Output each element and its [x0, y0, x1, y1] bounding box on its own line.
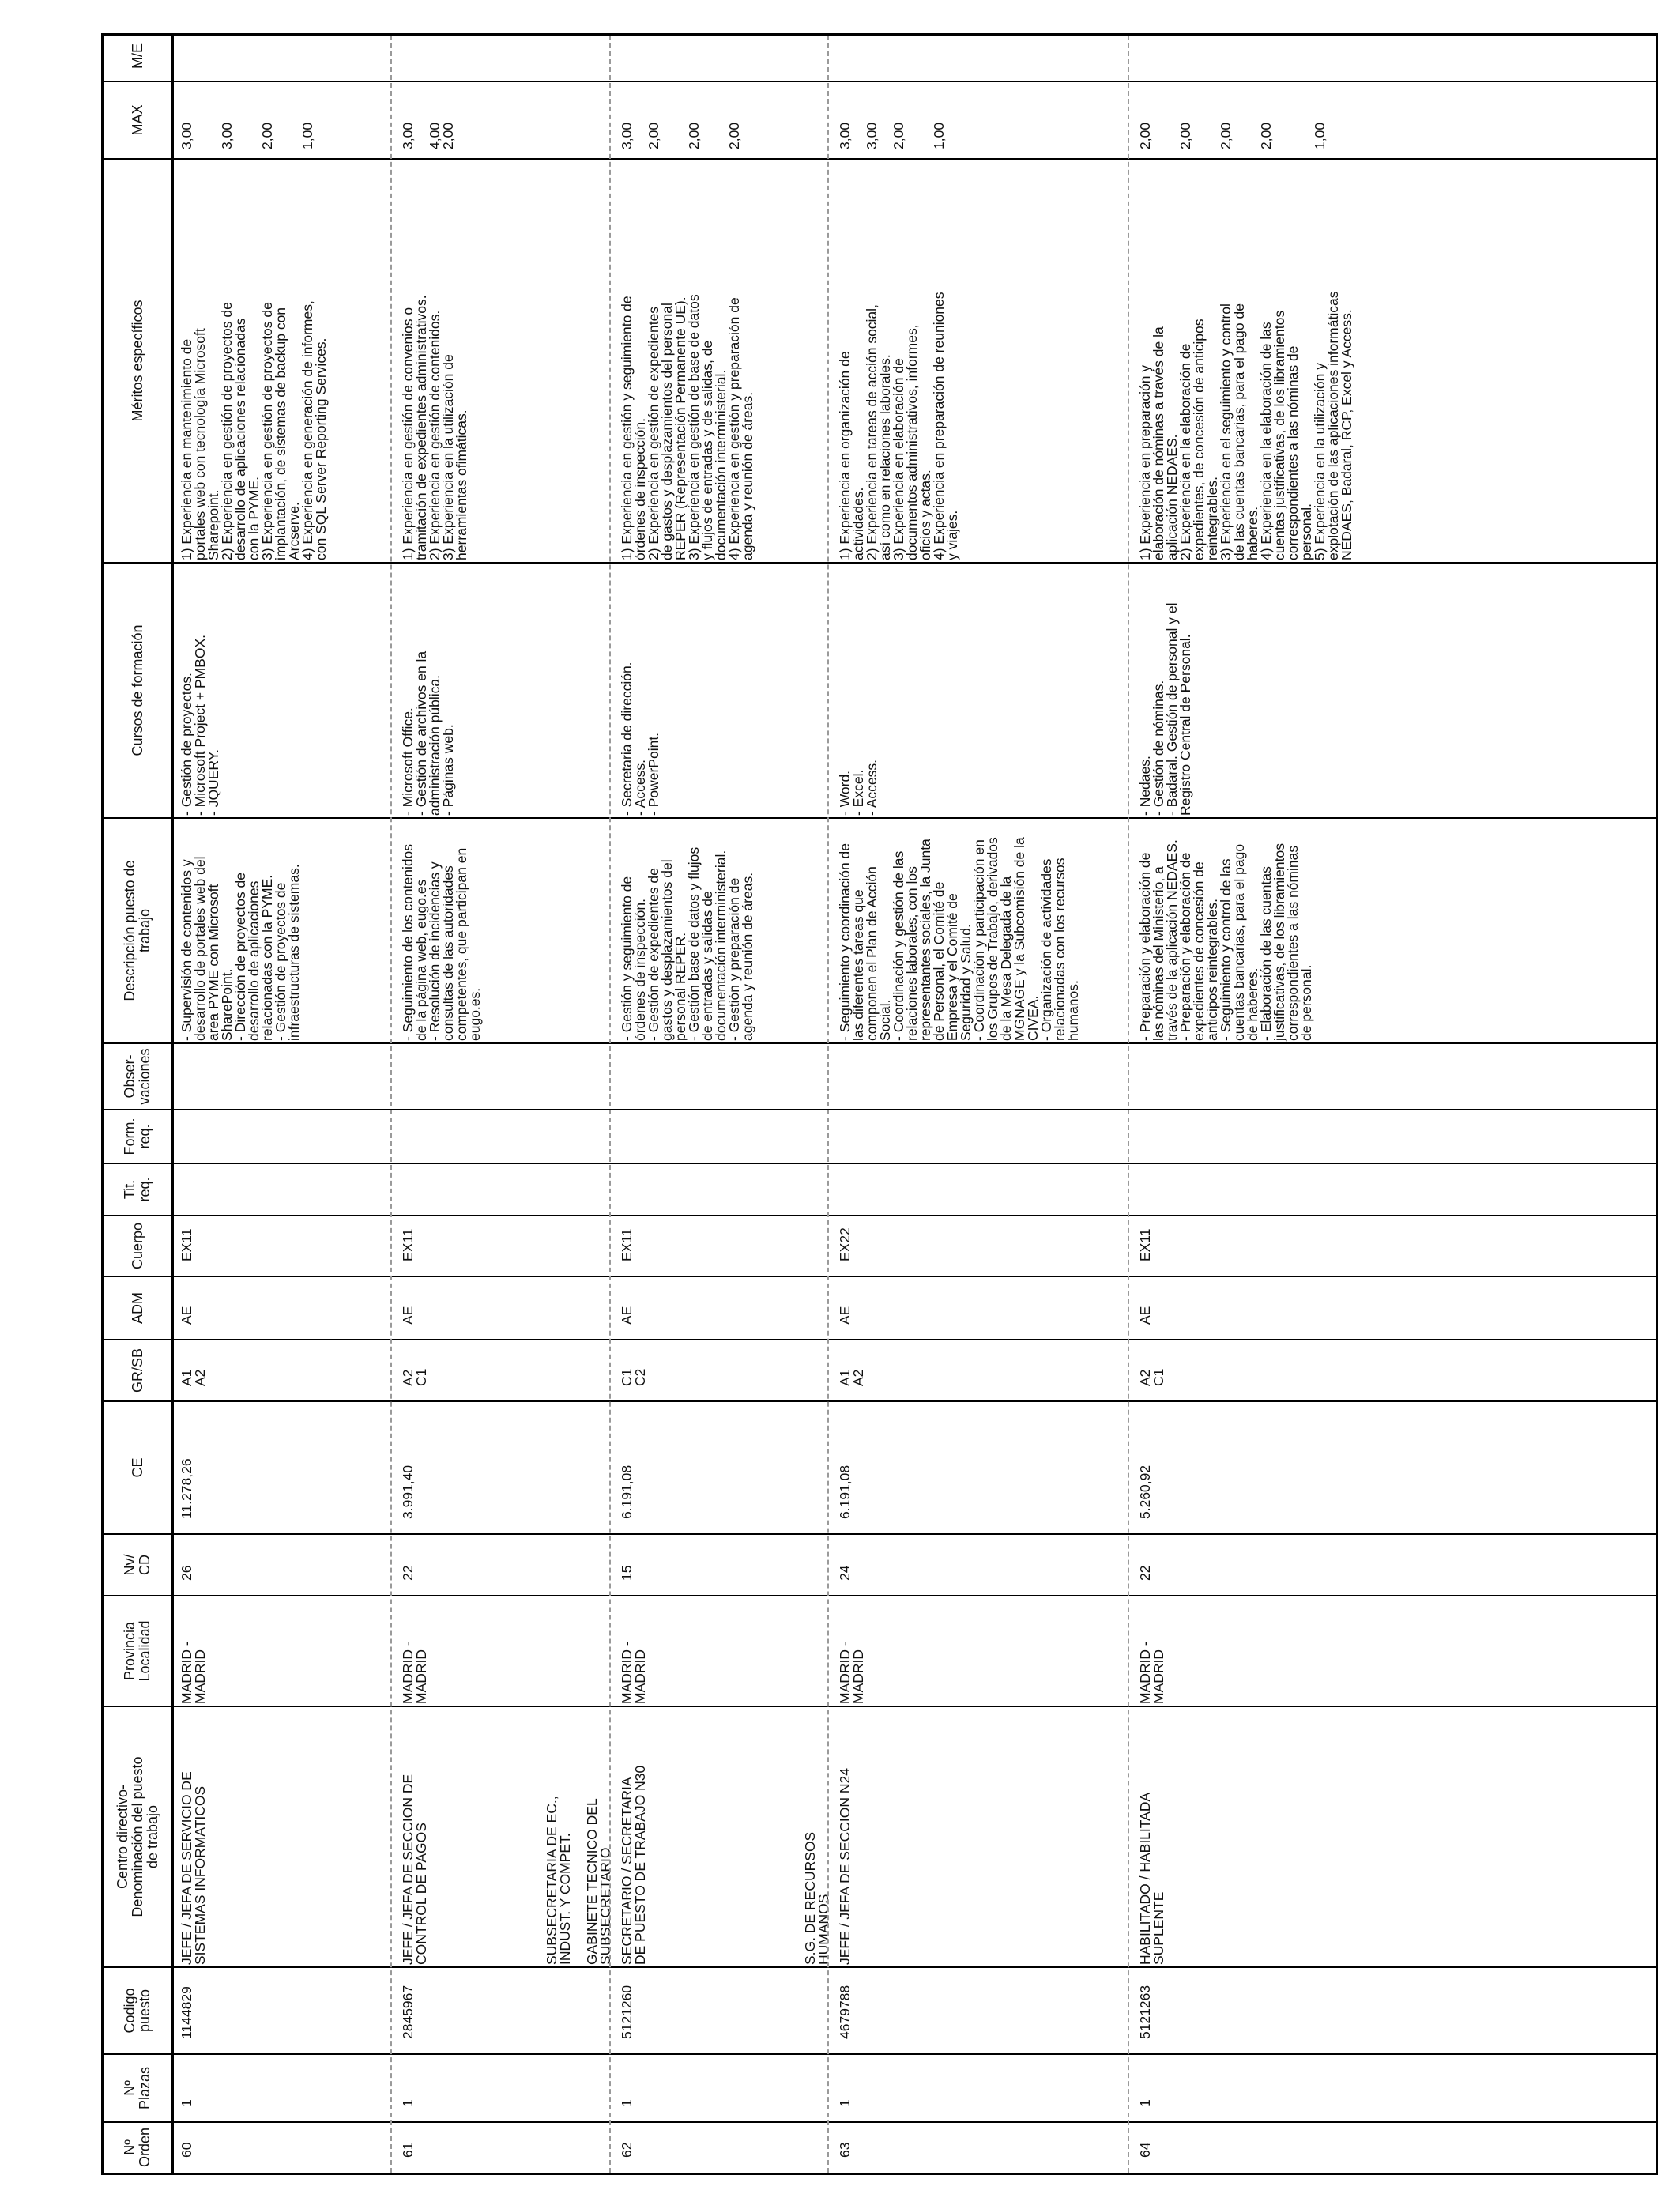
cell-orden: 62	[619, 2142, 635, 2158]
cell-cursos: - Gestión de proyectos. - Microsoft Project + PMBOX. - JQUERY.	[179, 634, 221, 816]
merito-item: 2) Experiencia en la elaboración de expedientes, de concesión de anticipos reintegrables.	[1177, 319, 1220, 560]
cell-cursos: - Word. - Excel. - Access.	[837, 760, 880, 816]
header-adm: ADM	[129, 1292, 145, 1324]
cell-adm: AE	[837, 1306, 853, 1325]
header-cursos: Cursos de formación	[129, 624, 145, 756]
column-divider	[104, 1109, 1656, 1110]
cell-centro: SECRETARIO / SECRETARIA DE PUESTO DE TRABAJO N30	[619, 1765, 648, 1965]
cell-cursos: - Microsoft Office. - Gestión de archivos en la administración pública. - Páginas web.	[400, 650, 456, 816]
cell-centro: JEFE / JEFA DE SECCION N24	[837, 1768, 853, 1965]
cell-plazas: 1	[400, 2099, 416, 2107]
cell-provincia: MADRID - MADRID	[837, 1641, 866, 1704]
merito-item: 3) Experiencia en elaboración de documentos administrativos, informes, oficios y actas.	[891, 324, 933, 560]
merito-max: 1,00	[299, 122, 315, 149]
merito-item: 2) Experiencia en tareas de acción social, así como en relaciones laborales.	[864, 304, 893, 560]
section-heading: S.G. DE RECURSOS HUMANOS	[802, 1831, 831, 1965]
cell-cuerpo: EX11	[1137, 1228, 1153, 1261]
merito-max: 2,00	[1137, 122, 1153, 149]
merito-item: 3) Experiencia en gestión de base de datos y flujos de entradas y de salidas, de documentación interministerial.	[686, 294, 729, 560]
column-divider	[104, 1533, 1656, 1535]
merito-item: 4) Experiencia en generación de informes, con SQL Server Reporting Services.	[299, 300, 329, 560]
cell-cuerpo: EX11	[619, 1228, 635, 1261]
cell-provincia: MADRID - MADRID	[179, 1641, 208, 1704]
cell-grupo: C1 C2	[619, 1368, 648, 1386]
cell-cuerpo: EX11	[179, 1228, 194, 1261]
cell-orden: 64	[1137, 2142, 1153, 2158]
cell-nivel: 26	[179, 1565, 194, 1581]
merito-max: 3,00	[619, 122, 635, 149]
column-divider	[104, 817, 1656, 819]
cell-ce: 6.191,08	[837, 1465, 853, 1519]
merito-item: 3) Experiencia en la utilización de herramientas ofimáticas.	[440, 354, 469, 560]
cell-ce: 11.278,26	[179, 1458, 194, 1519]
merito-item: 4) Experiencia en preparación de reuniones y viajes.	[931, 292, 960, 560]
merito-max: 3,00	[179, 122, 194, 149]
cell-provincia: MADRID - MADRID	[400, 1641, 429, 1704]
merito-item: 2) Experiencia en gestión de expedientes de gastos y desplazamientos del personal REPER (Representación Permanente UE).	[646, 296, 688, 560]
row-separator	[390, 36, 392, 2173]
cell-cuerpo: EX11	[400, 1228, 416, 1261]
cell-adm: AE	[400, 1306, 416, 1325]
column-divider	[104, 1042, 1656, 1044]
cell-codigo: 5121260	[619, 1985, 635, 2039]
cell-codigo: 2845967	[400, 1985, 416, 2039]
cell-provincia: MADRID - MADRID	[1137, 1641, 1166, 1704]
merito-max: 2,00	[1258, 122, 1274, 149]
merito-max: 2,00	[646, 122, 661, 149]
cell-cuerpo: EX22	[837, 1227, 853, 1261]
merito-max: 3,00	[400, 122, 416, 149]
cell-centro: JEFE / JEFA DE SERVICIO DE SISTEMAS INFORMATICOS	[179, 1771, 208, 1965]
merito-item: 2) Experiencia en gestión de proyectos de desarrollo de aplicaciones relacionadas con la PYME.	[219, 302, 262, 560]
merito-item: 1) Experiencia en preparación y elaboración de nóminas a través de la aplicación NEDAES.	[1137, 326, 1180, 560]
header-descripcion: Descripción puesto de trabajo	[122, 860, 153, 1001]
cell-orden: 63	[837, 2142, 853, 2158]
cell-centro: JEFE / JEFA DE SECCION DE CONTROL DE PAGOS	[400, 1774, 429, 1965]
header-grupo: GR/SB	[129, 1348, 145, 1393]
cell-descripcion: - Gestión y seguimiento de órdenes de inspección. - Gestión de expedientes de gastos y desplazamientos del personal REPER. - Gestión base de datos y flujos de entradas y salidas de documentación interministerial. - Gestión y preparación de agenda y reunión de áreas.	[619, 846, 755, 1041]
column-divider	[104, 1163, 1656, 1164]
cell-grupo: A1 A2	[837, 1369, 866, 1386]
merito-item: 1) Experiencia en organización de actividades.	[837, 351, 866, 560]
cell-ce: 5.260,92	[1137, 1465, 1153, 1519]
merito-max: 3,00	[864, 122, 880, 149]
cell-plazas: 1	[837, 2099, 853, 2107]
row-separator	[609, 36, 611, 2173]
cell-descripcion: - Supervisión de contenidos y desarrollo de portales web del area PYME con Microsoft SharePoint. - Dirección de proyectos de desarrollo de aplicaciones relacionadas con la PYME. - Gestión de proyectos de infraestructuras de sistemas.	[179, 856, 302, 1041]
merito-max: 2,00	[726, 122, 742, 149]
merito-item: 3) Experiencia en gestión de proyectos de implantación, de sistemas de backup con Arcserve.	[259, 302, 302, 560]
column-divider	[104, 1215, 1656, 1216]
cell-grupo: A2 C1	[1137, 1368, 1166, 1386]
merito-item: 5) Experiencia en la utilización y explotación de las aplicaciones informáticas NEDAES, Badaral, RCP, Excel y Access.	[1312, 291, 1354, 560]
header-plazas: Nº Plazas	[122, 2066, 153, 2110]
header-codigo: Codigo puesto	[122, 1988, 153, 2034]
header-obs: Obser- vaciones	[122, 1048, 153, 1105]
merito-item: 1) Experiencia en mantenimiento de portales web con tecnología Microsoft Sharepoint.	[179, 328, 221, 560]
cell-nivel: 15	[619, 1565, 635, 1581]
merito-item: 4) Experiencia en gestión y preparación de agenda y reunión de áreas.	[726, 297, 755, 560]
merito-item: 4) Experiencia en la elaboración de las cuentas justificativas, de los libramientos correspondientes a las nóminas de personal.	[1258, 310, 1314, 560]
header-me: M/E	[129, 43, 145, 70]
cell-ce: 6.191,08	[619, 1465, 635, 1519]
column-divider	[104, 2121, 1656, 2123]
column-divider	[104, 81, 1656, 82]
merito-max: 2,00	[686, 122, 702, 149]
header-provincia: Provincia Localidad	[122, 1620, 153, 1682]
cell-grupo: A2 C1	[400, 1368, 429, 1386]
merito-max: 2,00	[440, 122, 456, 149]
cell-codigo: 4679788	[837, 1985, 853, 2039]
column-divider	[104, 562, 1656, 564]
cell-nivel: 22	[400, 1565, 416, 1581]
cell-nivel: 24	[837, 1565, 853, 1581]
cell-provincia: MADRID - MADRID	[619, 1641, 648, 1704]
merito-max: 2,00	[891, 122, 906, 149]
merito-max: 3,00	[219, 122, 235, 149]
header-meritos: Méritos específicos	[129, 300, 145, 422]
cell-ce: 3.991,40	[400, 1465, 416, 1519]
cell-nivel: 22	[1137, 1565, 1153, 1581]
cell-adm: AE	[1137, 1306, 1153, 1325]
merito-max: 3,00	[837, 122, 853, 149]
column-divider	[104, 1339, 1656, 1340]
cell-centro: HABILITADO / HABILITADA SUPLENTE	[1137, 1792, 1166, 1965]
header-tit: Tit. req.	[122, 1177, 153, 1202]
header-nivel: Nv/ CD	[122, 1554, 153, 1576]
puestos-table	[101, 33, 1658, 2175]
column-divider	[104, 158, 1656, 160]
header-centro: Centro directivo- Denominación del puesto de trabajo	[114, 1756, 160, 1917]
cell-plazas: 1	[1137, 2099, 1153, 2107]
cell-adm: AE	[619, 1306, 635, 1325]
cell-orden: 61	[400, 2142, 416, 2158]
cell-descripcion: - Preparación y elaboración de las nóminas del Ministerio, a través de la aplicación NEDAES. - Preparación y elaboración de expedientes de concesión de anticipos reintegrables. - Seguimiento y control de las cuentas bancarias, para el pago de haberes. - Elaboración de las cuentas justificativas, de los libramientos correspondientes a las nóminas de personal.	[1137, 839, 1314, 1041]
header-orden: Nº Orden	[122, 2127, 153, 2168]
cell-adm: AE	[179, 1306, 194, 1325]
cell-grupo: A1 A2	[179, 1369, 208, 1386]
merito-max: 2,00	[1218, 122, 1234, 149]
merito-max: 1,00	[1312, 122, 1328, 149]
row-separator	[1128, 36, 1129, 2173]
column-divider	[104, 1966, 1656, 1968]
table-header	[104, 36, 174, 2173]
column-divider	[104, 1400, 1656, 1402]
cell-cursos: - Secretaria de dirección. - Access. - PowerPoint.	[619, 662, 661, 816]
column-divider	[104, 1706, 1656, 1707]
merito-max: 2,00	[1177, 122, 1193, 149]
cell-plazas: 1	[619, 2099, 635, 2107]
merito-item: 3) Experiencia en el seguimiento y control de las cuentas bancarias, para el pago de haberes.	[1218, 303, 1260, 560]
column-divider	[104, 2053, 1656, 2055]
cell-codigo: 5121263	[1137, 1985, 1153, 2039]
merito-max: 4,00	[427, 122, 443, 149]
header-cuerpo: Cuerpo	[129, 1222, 145, 1270]
section-heading: SUBSECRETARIA DE EC., INDUST. Y COMPET. GABINETE TECNICO DEL SUBSECRETARIO	[544, 1796, 613, 1965]
cell-descripcion: - Seguimiento y coordinación de las diferentes tareas que componen el Plan de Acción Social. - Coordinación y gestión de las relaciones laborales, con los representantes sociales, la Junta de Personal, el Comité de Empresa y el Comité de Seguridad y Salud. - Coordinación y participación en los Grupos de Trabajo, derivados de la Mesa Delegada de la MGNAGE y la Subcomisión de la CIVEA. - Organización de actividades relacionadas con los recursos humanos.	[837, 837, 1081, 1041]
cell-codigo: 1144829	[179, 1986, 194, 2039]
header-max: MAX	[129, 104, 145, 136]
row-separator	[827, 36, 829, 2173]
merito-max: 2,00	[259, 122, 275, 149]
merito-item: 1) Experiencia en gestión de convenios o tramitación de expedientes administrativos.	[400, 295, 429, 560]
cell-cursos: - Nedaes. - Gestión de nóminas. - Badaral. Gestión de personal y el Registro Central de Personal.	[1137, 602, 1193, 816]
header-form: Form. req.	[122, 1118, 153, 1155]
merito-max: 1,00	[931, 122, 947, 149]
column-divider	[104, 1595, 1656, 1596]
cell-plazas: 1	[179, 2099, 194, 2107]
header-ce: CE	[129, 1457, 145, 1478]
cell-descripcion: - Seguimiento de los contenidos de la página web, eugo.es - Resolución de incidencias y consultas de las autoridades competentes, que participan en eugo.es.	[400, 843, 483, 1041]
column-divider	[104, 1276, 1656, 1277]
merito-item: 2) Experiencia en gestión de contenidos.	[427, 310, 443, 560]
cell-orden: 60	[179, 2142, 194, 2158]
merito-item: 1) Experiencia en gestión y seguimiento de órdenes de inspección.	[619, 296, 648, 560]
